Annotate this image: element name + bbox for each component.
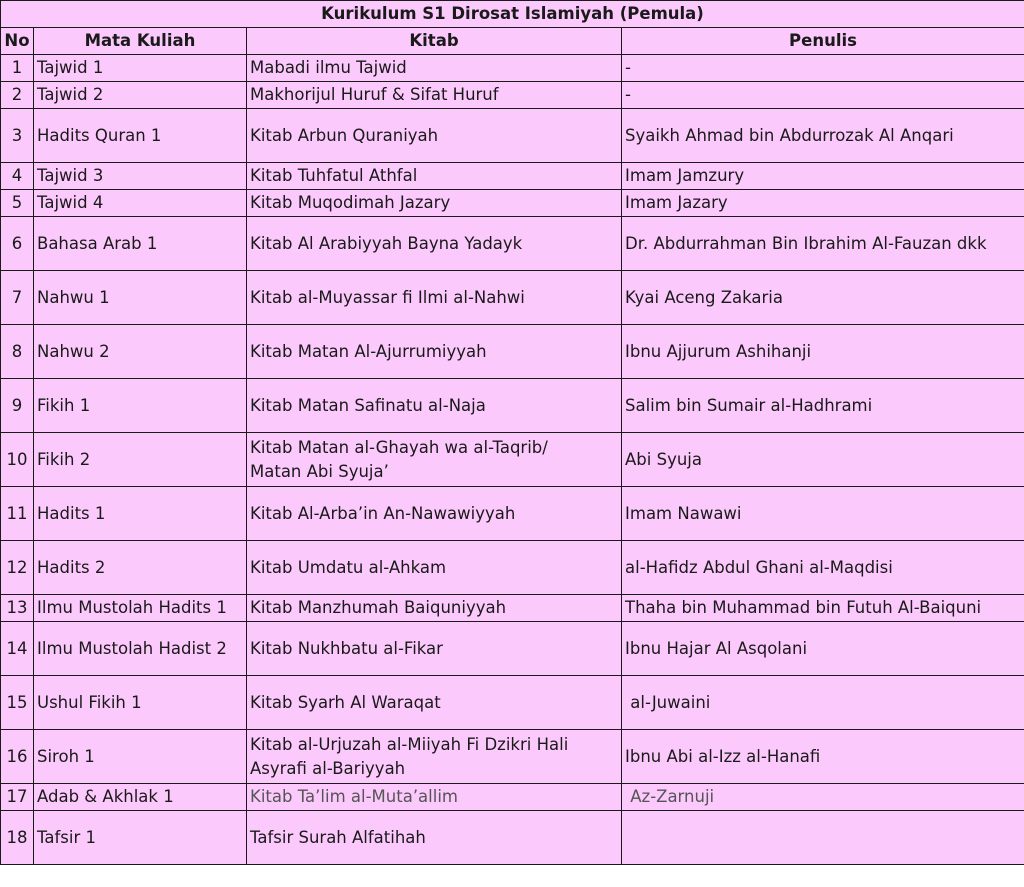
row-book: Kitab Tuhfatul Athfal xyxy=(247,163,622,190)
table-row xyxy=(1,595,1024,622)
row-no: 2 xyxy=(1,82,34,109)
row-course: Fikih 1 xyxy=(34,379,247,433)
row-no: 5 xyxy=(1,190,34,217)
row-no: 13 xyxy=(1,595,34,622)
table-row xyxy=(1,163,1024,190)
row-author: Imam Nawawi xyxy=(622,487,1024,541)
row-course: Adab & Akhlak 1 xyxy=(34,784,247,811)
table-row xyxy=(1,433,1024,487)
row-author: Ibnu Abi al-Izz al-Hanafi xyxy=(622,730,1024,784)
table-row xyxy=(1,730,1024,784)
row-no: 17 xyxy=(1,784,34,811)
header-book: Kitab xyxy=(247,28,622,55)
row-book: Kitab Nukhbatu al-Fikar xyxy=(247,622,622,676)
row-book: Kitab Al Arabiyyah Bayna Yadayk xyxy=(247,217,622,271)
row-no: 8 xyxy=(1,325,34,379)
row-course: Hadits 2 xyxy=(34,541,247,595)
row-author: Ibnu Hajar Al Asqolani xyxy=(622,622,1024,676)
row-course: Tajwid 3 xyxy=(34,163,247,190)
row-author: al-Juwaini xyxy=(622,676,1024,730)
row-no: 18 xyxy=(1,811,34,865)
row-book: Kitab al-Muyassar fi Ilmi al-Nahwi xyxy=(247,271,622,325)
row-course: Ilmu Mustolah Hadits 1 xyxy=(34,595,247,622)
row-book: Kitab Umdatu al-Ahkam xyxy=(247,541,622,595)
row-author: Az-Zarnuji xyxy=(622,784,1024,811)
table-row xyxy=(1,82,1024,109)
table-row xyxy=(1,109,1024,163)
row-book xyxy=(247,433,622,487)
table-row xyxy=(1,676,1024,730)
table-row xyxy=(1,541,1024,595)
row-course: Nahwu 1 xyxy=(34,271,247,325)
row-book-line1: Kitab al-Urjuzah al-Miiyah Fi Dzikri Hali xyxy=(250,734,569,754)
row-book-line2: Asyrafi al-Bariyyah xyxy=(250,758,406,778)
row-author: Imam Jamzury xyxy=(622,163,1024,190)
row-book: Tafsir Surah Alfatihah xyxy=(247,811,622,865)
row-no: 14 xyxy=(1,622,34,676)
header-row xyxy=(1,28,1024,55)
row-author: Salim bin Sumair al-Hadhrami xyxy=(622,379,1024,433)
row-no: 6 xyxy=(1,217,34,271)
row-no: 9 xyxy=(1,379,34,433)
row-no: 7 xyxy=(1,271,34,325)
row-book: Kitab Al-Arba’in An-Nawawiyyah xyxy=(247,487,622,541)
table-row xyxy=(1,325,1024,379)
table-row xyxy=(1,784,1024,811)
row-no: 11 xyxy=(1,487,34,541)
table-row xyxy=(1,217,1024,271)
row-book-line1: Kitab Matan al-Ghayah wa al-Taqrib/ xyxy=(250,437,548,457)
row-book: Kitab Matan Al-Ajurrumiyyah xyxy=(247,325,622,379)
table-row xyxy=(1,622,1024,676)
header-author: Penulis xyxy=(622,28,1024,55)
row-no: 1 xyxy=(1,55,34,82)
row-author: Thaha bin Muhammad bin Futuh Al-Baiquni xyxy=(622,595,1024,622)
row-course: Ushul Fikih 1 xyxy=(34,676,247,730)
row-course: Nahwu 2 xyxy=(34,325,247,379)
row-author: Imam Jazary xyxy=(622,190,1024,217)
row-no: 15 xyxy=(1,676,34,730)
row-author: - xyxy=(622,82,1024,109)
table-row xyxy=(1,379,1024,433)
row-course: Siroh 1 xyxy=(34,730,247,784)
row-book: Kitab Ta’lim al-Muta’allim xyxy=(247,784,622,811)
row-book: Kitab Muqodimah Jazary xyxy=(247,190,622,217)
row-book: Mabadi ilmu Tajwid xyxy=(247,55,622,82)
table-row xyxy=(1,190,1024,217)
row-course: Tajwid 4 xyxy=(34,190,247,217)
header-course: Mata Kuliah xyxy=(34,28,247,55)
row-course: Tajwid 2 xyxy=(34,82,247,109)
row-no: 12 xyxy=(1,541,34,595)
row-author xyxy=(622,811,1024,865)
row-book: Kitab Arbun Quraniyah xyxy=(247,109,622,163)
row-book xyxy=(247,730,622,784)
row-course: Fikih 2 xyxy=(34,433,247,487)
row-book-line2: Matan Abi Syuja’ xyxy=(250,461,389,481)
row-no: 16 xyxy=(1,730,34,784)
row-book: Kitab Syarh Al Waraqat xyxy=(247,676,622,730)
table-row xyxy=(1,811,1024,865)
table-title: Kurikulum S1 Dirosat Islamiyah (Pemula) xyxy=(1,1,1024,28)
row-no: 3 xyxy=(1,109,34,163)
table-row xyxy=(1,487,1024,541)
header-no: No xyxy=(1,28,34,55)
row-author: - xyxy=(622,55,1024,82)
row-author: Ibnu Ajjurum Ashihanji xyxy=(622,325,1024,379)
row-course: Hadits 1 xyxy=(34,487,247,541)
title-row xyxy=(1,1,1024,28)
row-course: Hadits Quran 1 xyxy=(34,109,247,163)
row-course: Tajwid 1 xyxy=(34,55,247,82)
row-course: Ilmu Mustolah Hadist 2 xyxy=(34,622,247,676)
row-course: Bahasa Arab 1 xyxy=(34,217,247,271)
row-author: Abi Syuja xyxy=(622,433,1024,487)
row-author: Syaikh Ahmad bin Abdurrozak Al Anqari xyxy=(622,109,1024,163)
table-row xyxy=(1,271,1024,325)
row-book: Makhorijul Huruf & Sifat Huruf xyxy=(247,82,622,109)
row-author: al-Hafidz Abdul Ghani al-Maqdisi xyxy=(622,541,1024,595)
row-author: Dr. Abdurrahman Bin Ibrahim Al-Fauzan dkk xyxy=(622,217,1024,271)
row-no: 4 xyxy=(1,163,34,190)
row-course: Tafsir 1 xyxy=(34,811,247,865)
row-author: Kyai Aceng Zakaria xyxy=(622,271,1024,325)
table-row xyxy=(1,55,1024,82)
row-book: Kitab Manzhumah Baiquniyyah xyxy=(247,595,622,622)
row-no: 10 xyxy=(1,433,34,487)
row-book: Kitab Matan Safinatu al-Naja xyxy=(247,379,622,433)
